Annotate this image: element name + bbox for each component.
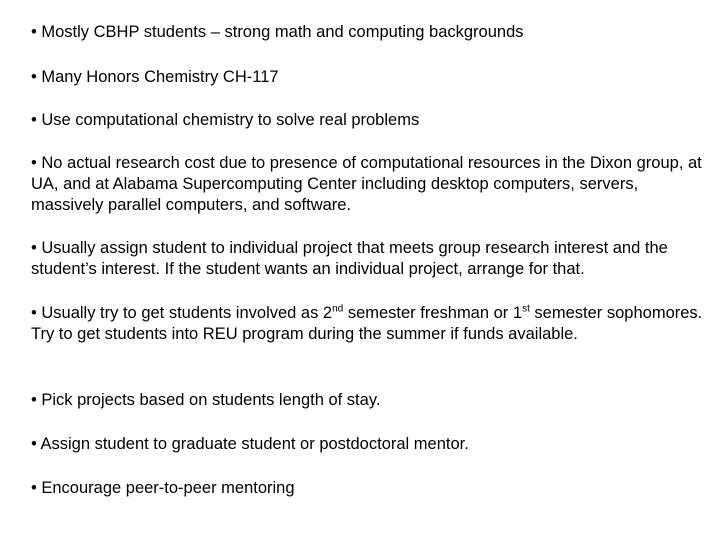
bullet-text-middle: semester freshman or 1 <box>343 304 523 322</box>
bullet-item <box>31 303 703 345</box>
bullet-item <box>31 67 703 88</box>
bullet-marker: • <box>31 435 37 453</box>
bullet-item <box>31 478 703 499</box>
bullet-text-start: Usually try to get students involved as 2 <box>41 304 333 322</box>
bullet-item <box>31 390 703 411</box>
bullet-text: Pick projects based on students length of stay. <box>41 391 381 409</box>
bullet-item <box>31 238 703 280</box>
bullet-text: Assign student to graduate student or postdoctoral mentor. <box>40 435 469 453</box>
bullet-text: Encourage peer-to-peer mentoring <box>41 479 295 497</box>
bullet-marker: • <box>31 68 37 86</box>
bullet-item <box>31 22 703 43</box>
bullet-marker: • <box>31 239 37 257</box>
bullet-text: Many Honors Chemistry CH-117 <box>41 68 279 86</box>
bullet-text: No actual research cost due to presence of computational resources in the Dixon group, at UA, and at Alabama Supercomputing Center including desktop computers, servers, massively parallel computers, and software. <box>31 154 702 214</box>
bullet-marker: • <box>31 154 37 172</box>
ordinal-suffix: st <box>522 303 530 315</box>
bullet-marker: • <box>31 23 37 41</box>
bullet-item <box>31 153 703 216</box>
bullet-marker: • <box>31 391 37 409</box>
bullet-text: Usually assign student to individual project that meets group research interest and the student’s interest. If the student wants an individual project, arrange for that. <box>31 239 668 278</box>
bullet-marker: • <box>31 304 37 322</box>
bullet-text-end: semester sophomores. Try to get students into REU program during the summer if funds available. <box>31 304 703 343</box>
bullet-text: Mostly CBHP students – strong math and computing backgrounds <box>41 23 524 41</box>
bullet-marker: • <box>31 479 37 497</box>
ordinal-suffix: nd <box>332 303 344 315</box>
bullet-marker: • <box>31 111 37 129</box>
bullet-text: Use computational chemistry to solve real problems <box>41 111 420 129</box>
bullet-item <box>31 110 703 131</box>
bullet-item <box>31 434 703 455</box>
